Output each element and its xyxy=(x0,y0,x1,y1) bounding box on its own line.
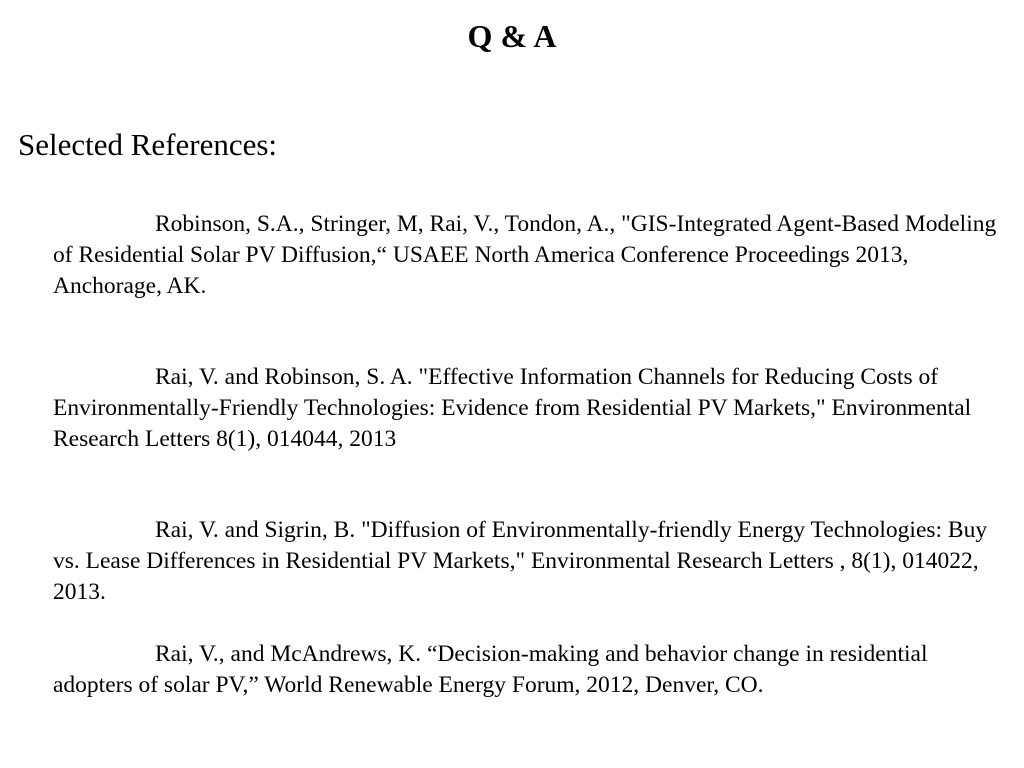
section-heading: Selected References: xyxy=(18,127,278,162)
reference-item: Robinson, S.A., Stringer, M, Rai, V., Tondon, A., "GIS-Integrated Agent-Based Modeling of Residential Solar PV Diffusion,“ USAEE North America Conference Proceedings 2013, Anchorage, AK. xyxy=(53,211,997,299)
slide-title: Q & A xyxy=(467,18,557,54)
reference-item: Rai, V. and Robinson, S. A. "Effective Information Channels for Reducing Costs of Environmentally-Friendly Technologies: Evidence from Residential PV Markets," Environmental Research Letters 8(1), 014044, 2013 xyxy=(53,364,972,452)
reference-item: Rai, V., and McAndrews, K. “Decision-making and behavior change in residential adopters of solar PV,” World Renewable Energy Forum, 2012, Denver, CO. xyxy=(53,641,928,698)
reference-list xyxy=(53,209,998,701)
reference-item: Rai, V. and Sigrin, B. "Diffusion of Environmentally-friendly Energy Technologies: Buy vs. Lease Differences in Residential PV Markets," Environmental Research Letters , 8(1), 014022, 2013. xyxy=(53,517,988,605)
